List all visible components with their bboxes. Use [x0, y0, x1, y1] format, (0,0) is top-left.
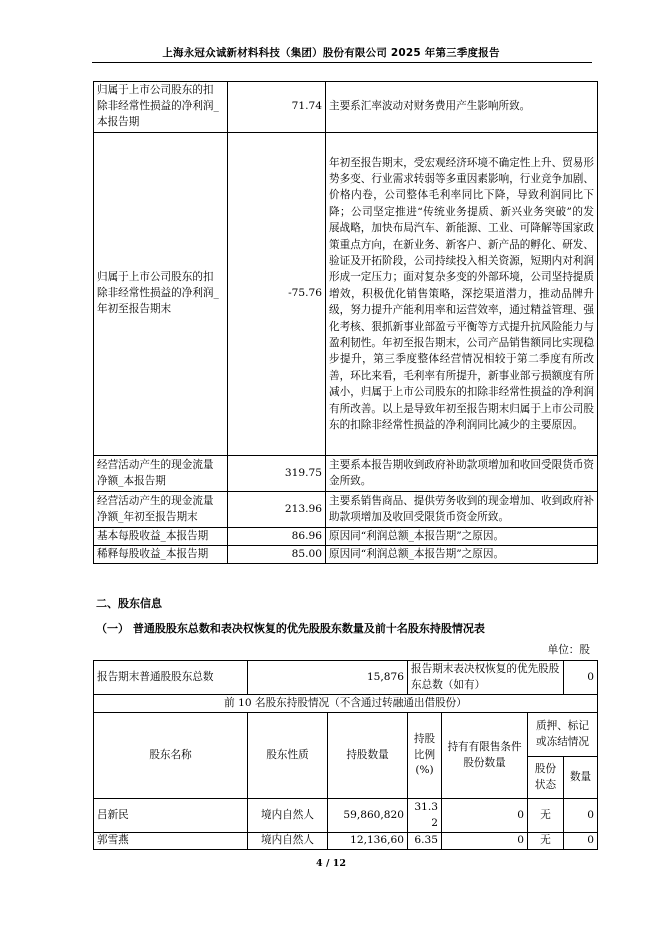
- page-header: 上海永冠众诚新材料科技（集团）股份有限公司 2025 年第三季度报告: [162, 47, 500, 59]
- page-number: 4 / 12: [316, 858, 346, 869]
- total-shareholders-label: 报告期末普通股股东总数: [94, 661, 248, 695]
- shareholder-table: [93, 660, 598, 850]
- shareholder-restricted: 0: [442, 799, 528, 833]
- table-header-row: [94, 713, 598, 757]
- pct-cell: -75.76: [228, 133, 326, 456]
- item-cell: 归属于上市公司股东的扣除非经常性损益的净利润_年初至报告期末: [94, 133, 228, 456]
- reason-cell: 主要系汇率波动对财务费用产生影响所致。: [326, 82, 598, 133]
- shareholder-pledge-qty: 0: [564, 833, 598, 850]
- header-pledge-qty: 数量: [564, 757, 598, 799]
- header-restricted: 持有有限售条件股份数量: [442, 713, 528, 799]
- top10-caption: 前 10 名股东持股情况（不含通过转融通出借股份）: [94, 695, 598, 713]
- shareholder-name: 吕新民: [94, 799, 248, 833]
- reason-cell: 年初至报告期末，受宏观经济环境不确定性上升、贸易形势多变、行业需求转弱等多重因素影响，行业竞争加剧、价格内卷，公司整体毛利率同比下降，导致利润同比下降；公司坚定推进“传统业务提质、新兴业务突破”的发展战略，加快布局汽车、新能源、工业、可降解等国家政策重点方向，在新业务、新客户、新产品的孵化、研发、验证及开拓阶段，公司持续投入相关资源，短期内对利润形成一定压力；面对复杂多变的外部环境，公司坚持提质增效，积极优化销售策略，深挖渠道潜力，推动品牌升级，努力提升产能利用率和运营效率，通过精益管理、强化考核、狠抓新事业部盈亏平衡等方式提升抗风险能力与盈利韧性。年初至报告期末，公司产品销售额同比实现稳步提升，第三季度整体经营情况相较于第二季度有所改善，环比来看，毛利率有所提升，新事业部亏损额度有所减小，归属于上市公司股东的扣除非经常性损益的净利润有所改善。以上是导致年初至报告期末归属于上市公司股东的扣除非经常性损益的净利润同比减少的主要原因。: [326, 133, 598, 456]
- header-ratio: 持股比例(%): [408, 713, 442, 799]
- reason-cell: 主要系本报告期收到政府补助款项增加和收回受限货币资金所致。: [326, 456, 598, 492]
- item-cell: 基本每股收益_本报告期: [94, 528, 228, 546]
- change-reason-table: [93, 81, 598, 564]
- pct-cell: 71.74: [228, 82, 326, 133]
- section-title: 二、股东信息: [96, 597, 162, 610]
- reason-cell: 主要系销售商品、提供劳务收到的现金增加、收到政府补助款项增加及收回受限货币资金所致。: [326, 492, 598, 528]
- shareholder-pledge-qty: 0: [564, 799, 598, 833]
- item-cell: 稀释每股收益_本报告期: [94, 546, 228, 564]
- item-cell: 经营活动产生的现金流量净额_本报告期: [94, 456, 228, 492]
- table-row: [94, 528, 598, 546]
- shareholder-restricted: 0: [442, 833, 528, 850]
- table-row: [94, 133, 598, 456]
- reason-cell: 原因同“利润总额_本报告期”之原因。: [326, 528, 598, 546]
- table-row: [94, 492, 598, 528]
- header-pledge: 质押、标记或冻结情况: [528, 713, 598, 757]
- table-row: [94, 661, 598, 695]
- shareholder-ratio: 6.35: [408, 833, 442, 850]
- preferred-shareholders-label: 报告期末表决权恢复的优先股股东总数（如有）: [408, 661, 564, 695]
- header-name: 股东名称: [94, 713, 248, 799]
- pct-cell: 213.96: [228, 492, 326, 528]
- header-nature: 股东性质: [248, 713, 328, 799]
- shareholder-shares: 59,860,820: [328, 799, 408, 833]
- shareholder-nature: 境内自然人: [248, 799, 328, 833]
- shareholder-pledge-status: 无: [528, 833, 564, 850]
- subsection-title: （一） 普通股股东总数和表决权恢复的优先股股东数量及前十名股东持股情况表: [96, 622, 485, 635]
- table-row: [94, 456, 598, 492]
- pct-cell: 85.00: [228, 546, 326, 564]
- table-row: [94, 695, 598, 713]
- shareholder-pledge-status: 无: [528, 799, 564, 833]
- shareholder-ratio: 31.32: [408, 799, 442, 833]
- table-row: [94, 833, 598, 850]
- header-rule: [92, 62, 592, 63]
- item-cell: 归属于上市公司股东的扣除非经常性损益的净利润_本报告期: [94, 82, 228, 133]
- unit-label: 单位：股: [547, 644, 590, 656]
- pct-cell: 86.96: [228, 528, 326, 546]
- pct-cell: 319.75: [228, 456, 326, 492]
- header-pledge-status: 股份状态: [528, 757, 564, 799]
- reason-cell: 原因同“利润总额_本报告期”之原因。: [326, 546, 598, 564]
- item-cell: 经营活动产生的现金流量净额_年初至报告期末: [94, 492, 228, 528]
- table-row: [94, 546, 598, 564]
- shareholder-nature: 境内自然人: [248, 833, 328, 850]
- table-row: [94, 799, 598, 833]
- shareholder-shares: 12,136,60: [328, 833, 408, 850]
- header-shares: 持股数量: [328, 713, 408, 799]
- preferred-shareholders-value: 0: [564, 661, 598, 695]
- table-row: [94, 82, 598, 133]
- shareholder-name: 郭雪燕: [94, 833, 248, 850]
- total-shareholders-value: 15,876: [248, 661, 408, 695]
